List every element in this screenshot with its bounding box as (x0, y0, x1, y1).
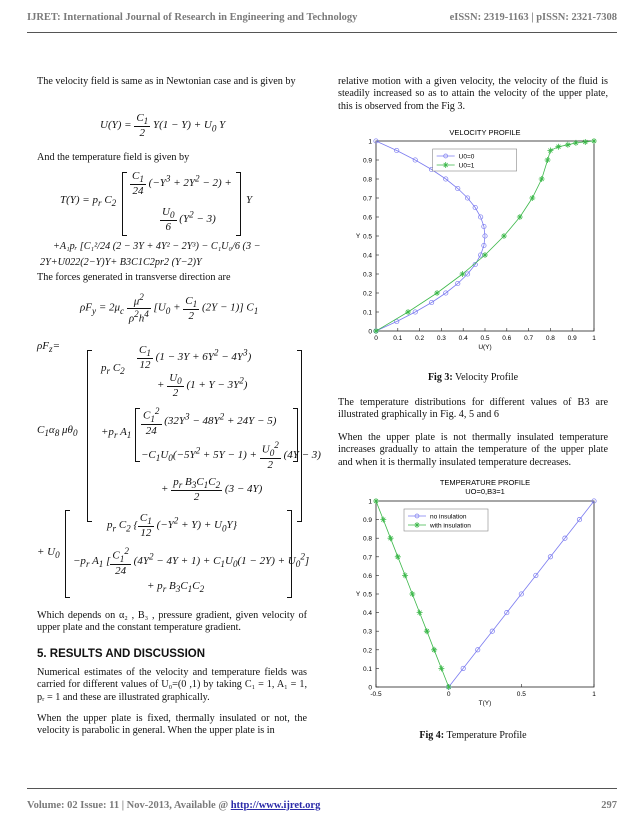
chart1-xtick-label: 0.4 (458, 335, 468, 342)
chart1-ytick-label: 0.7 (362, 195, 372, 203)
left-para-5: Numerical estimates of the velocity and temperature fields was carried for different values of U₀=(0 ,1) by taking C₁ = 1, A₁ = 1, pᵣ = 1 and these are illustrated graphically. (37, 667, 307, 703)
fig3-caption: Fig 3: Velocity Profile (427, 372, 519, 383)
left-para-4: Which depends on α₂ , B₃ , pressure gradient, given velocity of upper plate and the constant temperature gradient. (37, 610, 307, 634)
chart1-ytick-label: 0.9 (362, 157, 372, 165)
chart1-xtick-label: 0.1 (393, 335, 403, 342)
force-z-equation-cont: + $U_0$ $p_r$ $C_2$ { $\frac{C_1}{12}$ $(-Y^2 + Y) + U_0Y$} $-p_r$ $A_1$ [ $\frac{C_1^2}{24}$ $(4Y^2 - 4Y + 1) + C_1U_0(1 - 2Y) + U_0^2$] + $p_r$ $B_3C_1C_2$ (37, 510, 297, 606)
chart2-xtick-label: 1 (592, 691, 596, 698)
chart1-ylabel: Y (355, 233, 361, 240)
chart2-xlabel: T(Y) (478, 700, 492, 707)
chart2-legend-label: no insulation (430, 513, 467, 521)
chart1-ytick-label: 0.2 (362, 290, 372, 298)
temperature-equation-line4: 2Y+U022(2−Y)Y+ B3C1C2pr2 (Y−2)Y (40, 257, 202, 268)
section-heading: 5. RESULTS AND DISCUSSION (37, 648, 206, 660)
left-para-1: The velocity field is same as in Newtonian case and is given by (37, 76, 296, 87)
chart2-ylabel: Y (355, 591, 361, 598)
velocity-equation: U(Y) = $\frac{C_1}{2}$ $Y(1 - Y) + U_0$ Y (100, 112, 226, 140)
chart1-xtick-label: 0.3 (436, 335, 446, 342)
chart2-legend-label: with insulation (430, 522, 471, 530)
left-para-3: The forces generated in transverse direction are (37, 272, 231, 283)
chart1-legend-label: U0=0 (458, 153, 475, 161)
chart1-ytick-label: 0.3 (362, 271, 372, 279)
chart1-xtick-label: 0.9 (567, 335, 577, 342)
chart1-xlabel: U(Y) (478, 344, 492, 351)
chart2-ytick-label: 0.7 (362, 554, 372, 562)
left-para-6: When the upper plate is fixed, thermally insulated or not, the velocity is parabolic in general. When the upper plate is in (37, 713, 307, 737)
chart2-ytick-label: 0.6 (362, 572, 372, 580)
footer-rule (27, 788, 617, 789)
chart2-ytick-label: 0 (368, 684, 372, 692)
temperature-profile-chart (340, 476, 616, 716)
issn: eISSN: 2319-1163 | pISSN: 2321-7308 (449, 12, 617, 23)
header-rule (27, 32, 617, 33)
chart2-subtitle: UO=0,B3=1 (465, 487, 505, 496)
chart1-ytick-label: 0.4 (362, 252, 372, 260)
chart1-xtick-label: 0.2 (415, 335, 425, 342)
right-para-3: When the upper plate is not thermally insulated temperature increases gradually to attain the temperature of the upper plate and when it is thermally insulated temperature decreases. (338, 432, 608, 468)
left-para-2: And the temperature field is given by (37, 152, 190, 163)
chart1-xtick-label: 0.6 (502, 335, 512, 342)
chart2-ytick-label: 0.3 (362, 628, 372, 636)
chart2-ytick-label: 0.8 (362, 535, 372, 543)
velocity-profile-chart (340, 124, 616, 359)
journal-link[interactable]: http://www.ijret.org (230, 800, 321, 811)
chart1-title: VELOCITY PROFILE (449, 128, 521, 137)
chart1-ytick-label: 0.6 (362, 214, 372, 222)
journal-header (27, 12, 617, 23)
force-y-equation: $\rho F_y = 2\mu_c$ $\frac{\mu^2}{\rho^2h^4}$ [$U_0$ + $\frac{C_1}{2}$ (2Y − 1)] $C_1$ (80, 292, 259, 325)
chart2-xtick-label: 0.5 (516, 691, 526, 698)
chart1-ytick-label: 0.1 (362, 309, 372, 317)
page-number: 297 (601, 800, 617, 811)
journal-title: IJRET: International Journal of Research in Engineering and Technology (27, 12, 358, 23)
chart1-ytick-label: 0 (368, 328, 372, 336)
chart1-xtick-label: 0.8 (545, 335, 555, 342)
chart1-xtick-label: 0 (374, 335, 378, 342)
chart1-legend-label: U0=1 (458, 162, 475, 170)
temperature-equation-line3: +A₁pᵣ [C₁²/24 (2 − 3Y + 4Y² − 2Y³) − C₁U₀/6 (3 − (53, 241, 261, 252)
chart1-ytick-label: 0.8 (362, 176, 372, 184)
chart1-ytick-label: 0.5 (362, 233, 372, 241)
chart2-ytick-label: 1 (368, 498, 372, 506)
force-z-equation: $\rho F_z=$ $C_1\alpha_8$ $\mu\theta_0$ $p_r$ $C_2$ $\frac{C_1}{12}$ $(1 - 3Y + 6Y^2 - 4Y^3)$ + $\frac{U_0}{2}$ $(1 + Y - 3Y^2)$ $+p_r$ $A_1$ $\frac{C_1^2}{24}$ $(32Y^3 - 48Y^2 + 24Y - 5)$ $-C_1U_0(-5Y^2 + 5Y - 1)$ + $\frac{U_0^2}{2}$ (4Y − 3) + $\frac{p_r B_3C_1C_2}{2}$ (3 − 4Y) (37, 340, 297, 590)
chart1-ytick-label: 1 (368, 138, 372, 146)
chart2-ytick-label: 0.1 (362, 665, 372, 673)
right-para-1: relative motion with a given velocity, the velocity of the fluid is steadily increased so as to attain the velocity of the upper plate, this is observed from the Fig 3. (338, 76, 608, 112)
right-para-2: The temperature distributions for different values of B3 are illustrated graphically in Fig. 4, 5 and 6 (338, 397, 608, 421)
chart2-ytick-label: 0.4 (362, 610, 372, 618)
chart2-ytick-label: 0.2 (362, 647, 372, 655)
chart2-title: TEMPERATURE PROFILE (439, 478, 531, 487)
chart2-ytick-label: 0.5 (362, 591, 372, 599)
footer (27, 800, 617, 811)
chart2-ytick-label: 0.9 (362, 517, 372, 525)
chart1-xtick-label: 0.7 (524, 335, 534, 342)
chart1-xtick-label: 1 (592, 335, 596, 342)
chart2-xtick-label: 0 (446, 691, 451, 698)
chart1-xtick-label: 0.5 (480, 335, 490, 342)
footer-volume: Volume: 02 Issue: 11 | Nov-2013, Available @ http://www.ijret.org (27, 800, 321, 811)
fig4-caption: Fig 4: Temperature Profile (419, 730, 527, 741)
chart2-xtick-label: -0.5 (370, 691, 382, 698)
